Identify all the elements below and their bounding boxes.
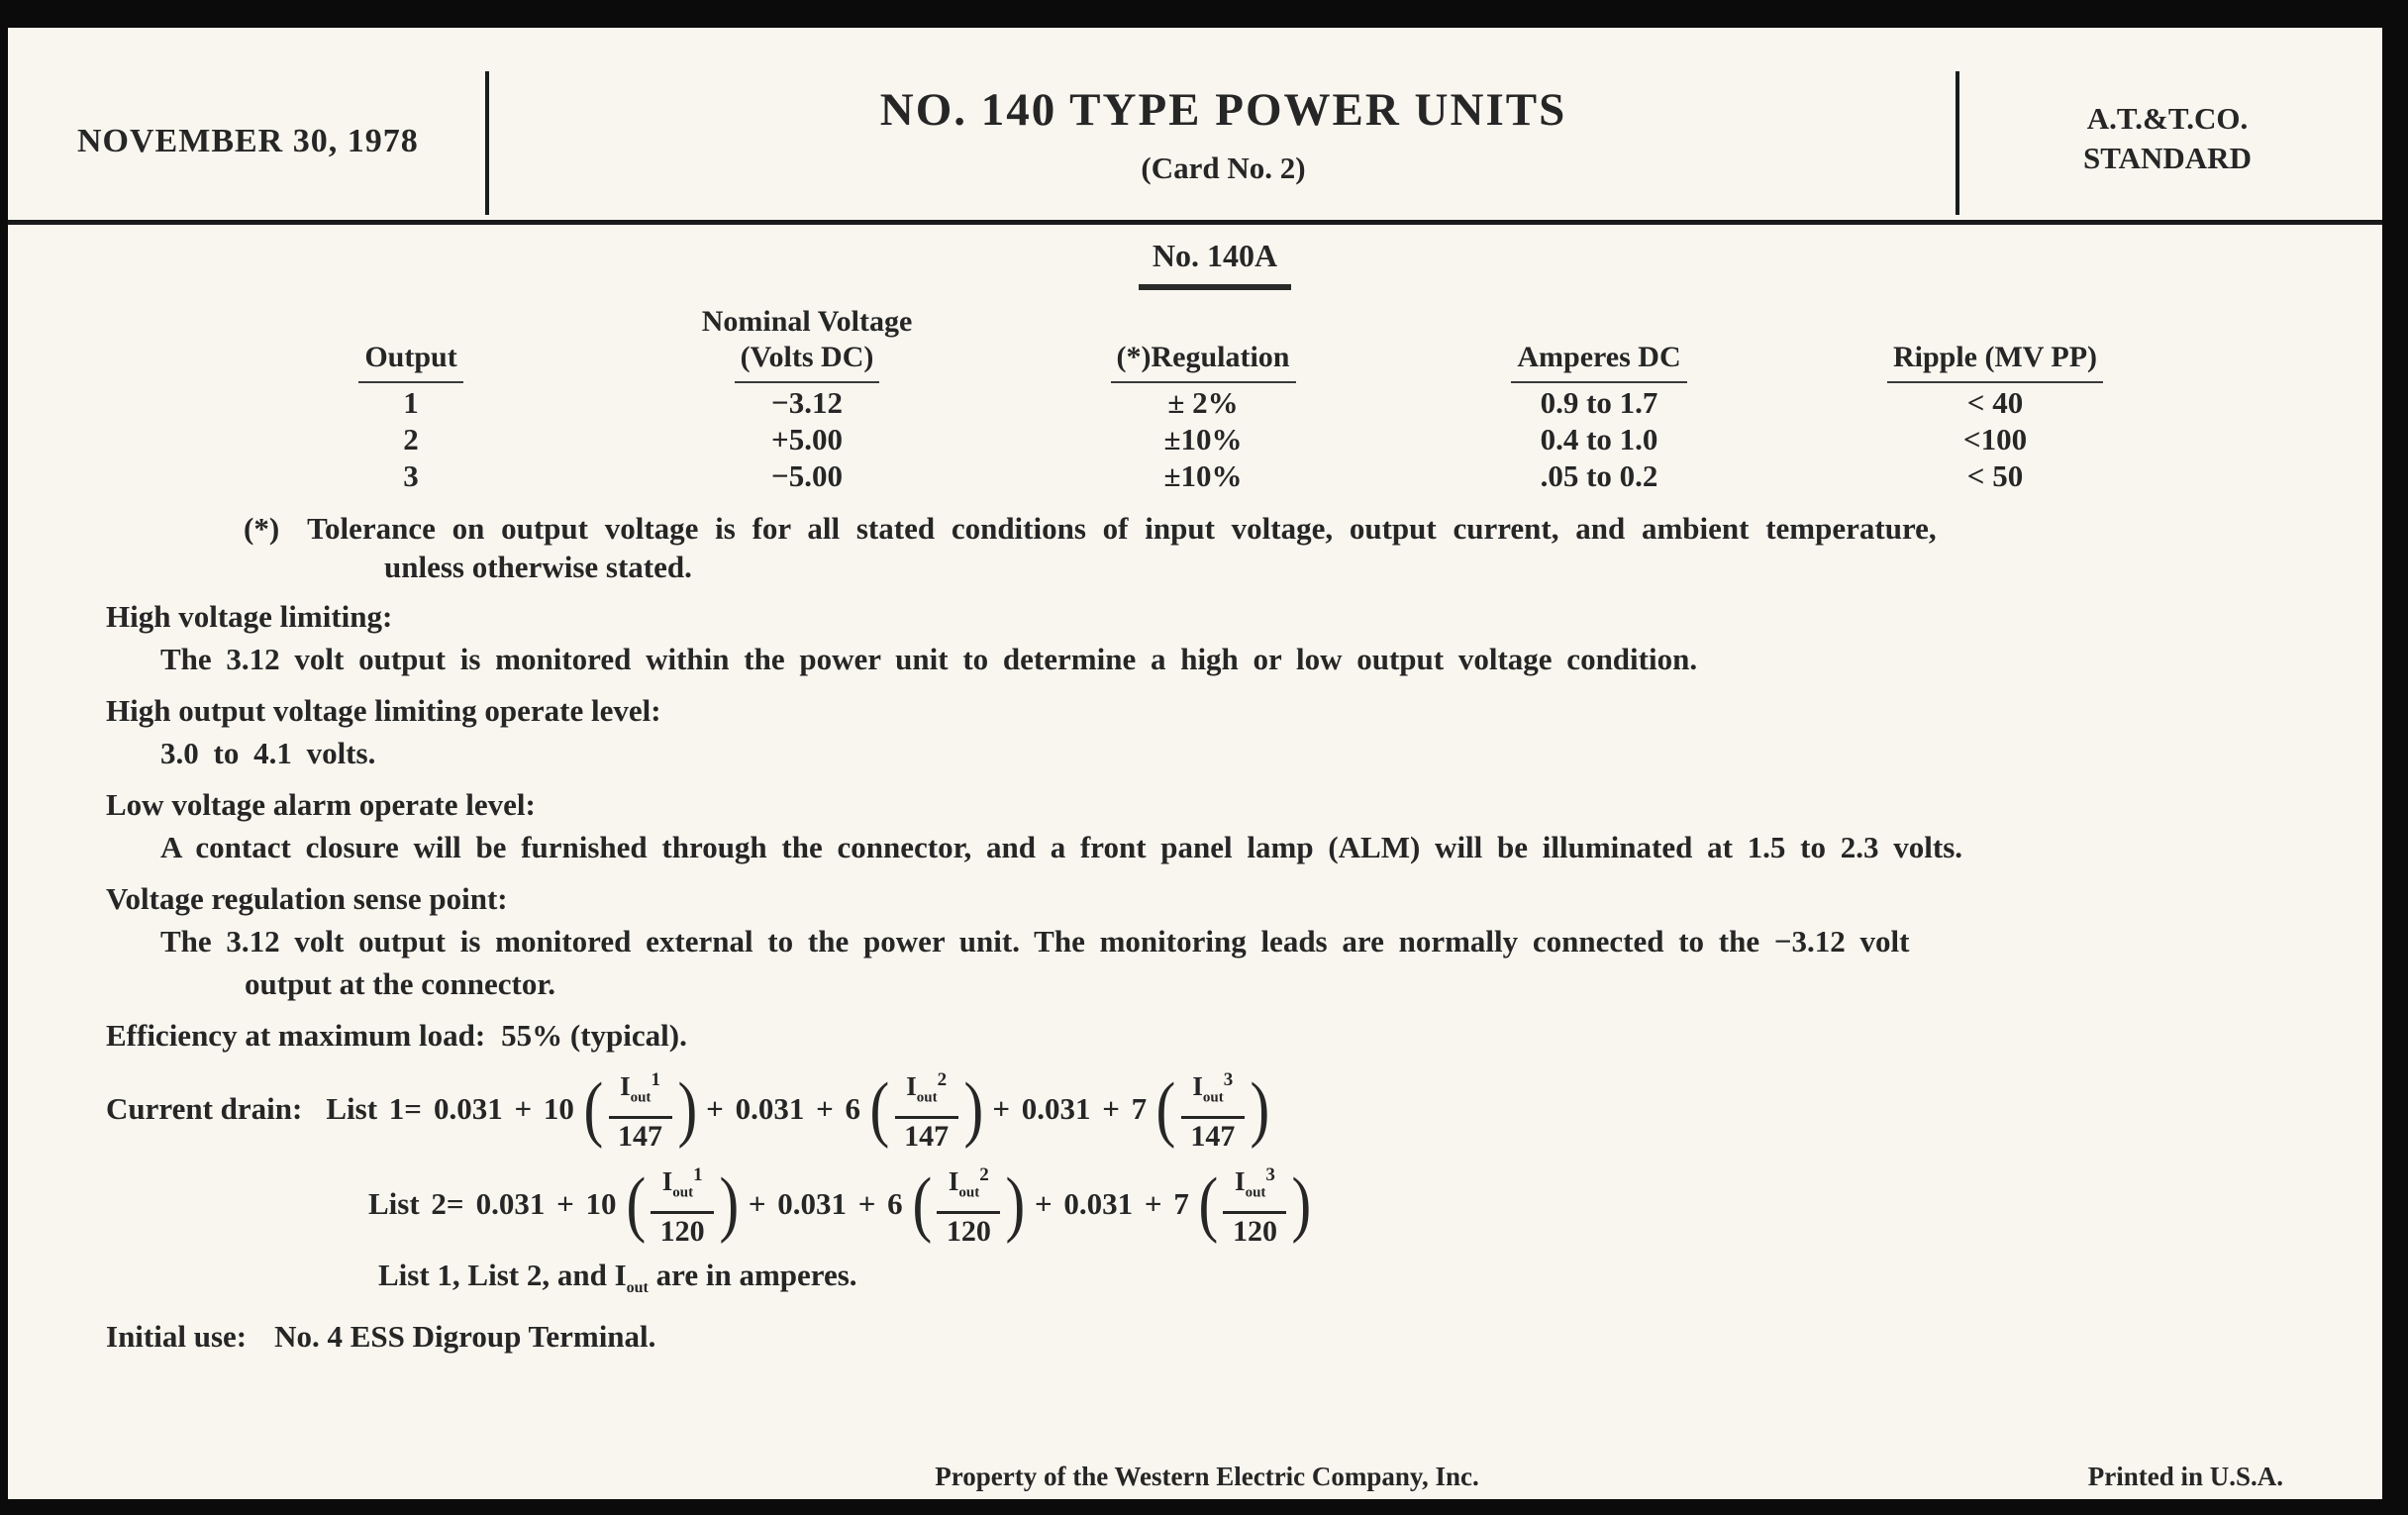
open-paren: ( — [1198, 1162, 1219, 1245]
standard-label — [1959, 99, 2375, 178]
fraction: $\frac{I_{out}^3}{147}$ — [1181, 1065, 1245, 1152]
document-body — [8, 238, 2382, 1358]
header-rule — [8, 220, 2382, 225]
printed-in-usa: Printed in U.S.A. — [2087, 1462, 2283, 1491]
open-paren: ( — [869, 1067, 890, 1150]
cell-regulation: ±10% — [1163, 458, 1243, 493]
close-paren: ) — [1291, 1162, 1312, 1245]
cell-amperes: 0.4 to 1.0 — [1540, 422, 1658, 456]
cell-ripple: <100 — [1962, 422, 2028, 456]
section-heading: Low voltage alarm operate level: — [106, 787, 536, 822]
cell-nominal: +5.00 — [771, 422, 843, 456]
fraction-bar — [1223, 1211, 1286, 1214]
cell-ripple: < 40 — [1966, 385, 2024, 420]
cell-regulation: ± 2% — [1167, 385, 1239, 420]
current-drain-equation-list1: Current drain: List 1= 0.031 + 10 ( $\frac{I_{out}^1}{147}$ ) + 0.031 + 6 ( $\frac{I_{out}^2}{147}$ ) + 0.031 + 7 ( $\frac{I_{out}^3}{147}$ ) — [8, 1066, 2382, 1152]
fraction: $\frac{I_{out}^2}{120}$ — [937, 1161, 1000, 1247]
efficiency-value: 55% (typical). — [501, 1018, 687, 1053]
fraction: $\frac{I_{out}^2}{147}$ — [895, 1065, 958, 1152]
cell-output: 1 — [403, 385, 419, 420]
footnote-line2: unless otherwise stated. — [384, 550, 692, 584]
footnote-line1: (*) Tolerance on output voltage is for all stated conditions of input voltage, output current, and ambient temperature, — [244, 511, 1937, 546]
section-body: A contact closure will be furnished through the connector, and a front panel lamp (ALM) will be illuminated at 1.5 to 2.3 volts. — [160, 830, 1963, 864]
close-paren: ) — [963, 1067, 983, 1150]
initial-use-line — [8, 1315, 2382, 1358]
open-paren: ( — [583, 1067, 604, 1150]
table-row — [213, 422, 2382, 456]
equation-lhs: List 1= — [326, 1091, 422, 1126]
fraction-bar — [609, 1116, 672, 1119]
table-row — [213, 458, 2382, 493]
cell-amperes: .05 to 0.2 — [1540, 458, 1658, 493]
cell-regulation: ±10% — [1163, 422, 1243, 456]
section-low-voltage-alarm — [8, 783, 2382, 868]
section-high-voltage-limiting — [8, 595, 2382, 680]
fraction-bar — [1181, 1116, 1245, 1119]
section-voltage-regulation-sense — [8, 877, 2382, 1005]
current-drain-label: Current drain: — [106, 1091, 303, 1126]
col-header-nominal-voltage: Nominal Voltage (Volts DC) — [609, 304, 1005, 383]
page-subtitle: (Card No. 2) — [1141, 151, 1306, 185]
cell-nominal: −3.12 — [771, 385, 843, 420]
fraction-bar — [651, 1211, 714, 1214]
fraction: $\frac{I_{out}^1}{147}$ — [609, 1065, 672, 1152]
spec-table — [8, 304, 2382, 493]
header-title-block — [487, 83, 1959, 186]
close-paren: ) — [1250, 1067, 1270, 1150]
standard-line1: A.T.&T.CO. — [2086, 101, 2249, 136]
close-paren: ) — [1005, 1162, 1026, 1245]
table-row — [213, 385, 2382, 420]
col-header-output: Output — [213, 304, 609, 383]
fraction-bar — [895, 1116, 958, 1119]
open-paren: ( — [625, 1162, 646, 1245]
cell-output: 3 — [403, 458, 419, 493]
close-paren: ) — [719, 1162, 740, 1245]
efficiency-line — [8, 1014, 2382, 1057]
col-header-amperes-dc: Amperes DC — [1401, 304, 1797, 383]
table-header-row — [213, 304, 2382, 383]
initial-use-value: No. 4 ESS Digroup Terminal. — [274, 1319, 656, 1355]
footnote-marker: (*) — [244, 511, 280, 546]
col-header-regulation: (*)Regulation — [1005, 304, 1401, 383]
section-body-continued: output at the connector. — [245, 966, 556, 1001]
cell-amperes: 0.9 to 1.7 — [1540, 385, 1658, 420]
property-notice: Property of the Western Electric Company, Inc. — [935, 1462, 1479, 1491]
open-paren: ( — [1155, 1067, 1176, 1150]
efficiency-label: Efficiency at maximum load: — [106, 1018, 486, 1053]
tolerance-footnote — [8, 509, 2382, 586]
current-drain-equation-list2: List 2= 0.031 + 10 ( $\frac{I_{out}^1}{120}$ ) + 0.031 + 6 ( $\frac{I_{out}^2}{120}$ ) + 0.031 + 7 ( $\frac{I_{out}^3}{120}$ ) — [8, 1162, 2382, 1247]
close-paren: ) — [676, 1067, 697, 1150]
col-header-ripple: Ripple (MV PP) — [1797, 304, 2193, 383]
model-number-heading: No. 140A — [1139, 238, 1291, 290]
initial-use-label: Initial use: — [106, 1319, 248, 1355]
fraction-bar — [937, 1211, 1000, 1214]
page-title: NO. 140 TYPE POWER UNITS — [879, 84, 1567, 136]
fraction: $\frac{I_{out}^1}{120}$ — [651, 1161, 714, 1247]
amperes-note: List 1, List 2, and $I_{out}$ are in amperes. — [378, 1258, 857, 1297]
section-heading: Voltage regulation sense point: — [106, 881, 508, 916]
section-body: The 3.12 volt output is monitored within the power unit to determine a high or low output voltage condition. — [160, 642, 1698, 676]
equation-lhs: List 2= — [368, 1186, 464, 1221]
cell-ripple: < 50 — [1966, 458, 2024, 493]
section-high-output-operate-level — [8, 689, 2382, 774]
section-body: 3.0 to 4.1 volts. — [160, 736, 376, 770]
standard-line2: STANDARD — [2083, 141, 2252, 175]
model-section — [8, 238, 2382, 290]
document-page — [8, 28, 2382, 1499]
document-date: NOVEMBER 30, 1978 — [77, 123, 419, 159]
section-heading: High voltage limiting: — [106, 599, 393, 634]
fraction: $\frac{I_{out}^3}{120}$ — [1223, 1161, 1286, 1247]
cell-output: 2 — [403, 422, 419, 456]
section-body: The 3.12 volt output is monitored external to the power unit. The monitoring leads are normally connected to the −3.12 volt — [160, 924, 1910, 959]
cell-nominal: −5.00 — [771, 458, 843, 493]
section-heading: High output voltage limiting operate level: — [106, 693, 661, 728]
open-paren: ( — [912, 1162, 932, 1245]
